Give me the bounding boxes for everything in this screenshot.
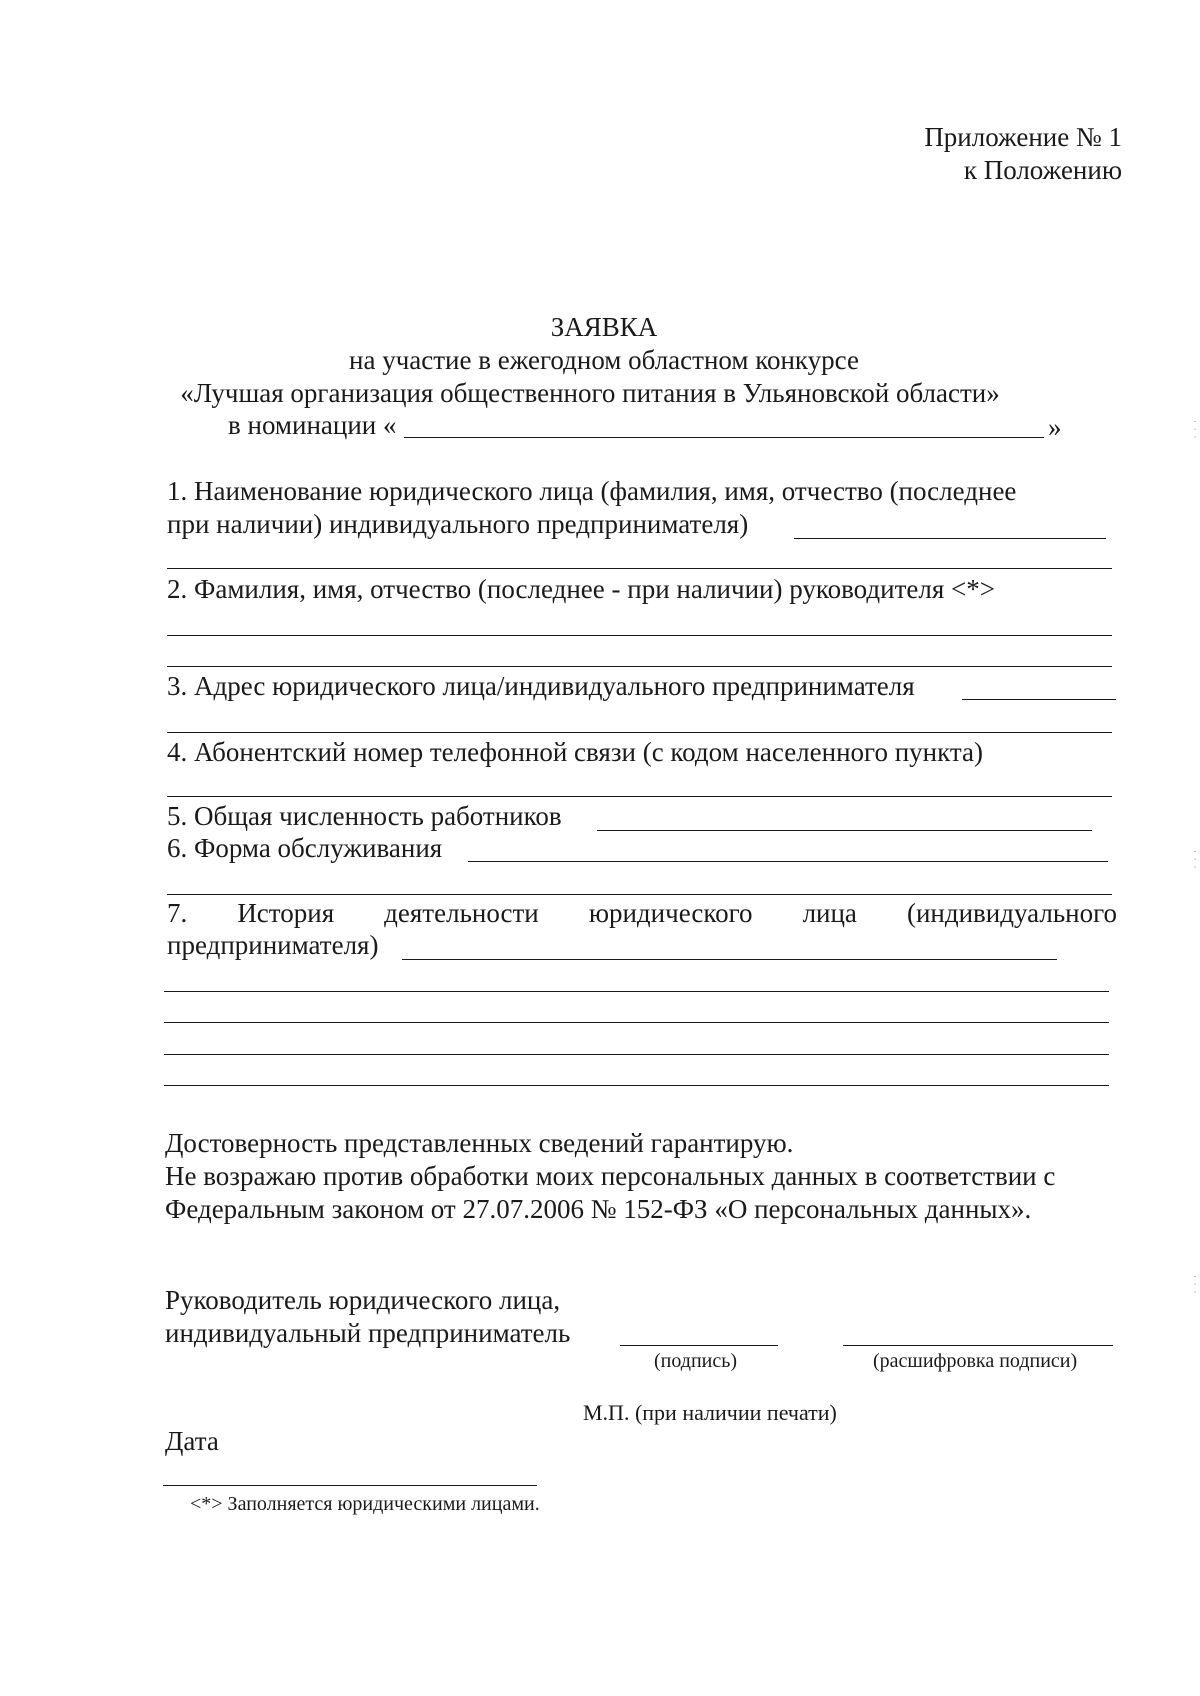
form-title: ЗАЯВКА [550,312,658,342]
signer-role-line1: Руководитель юридического лица, [165,1285,561,1315]
item7-label-line2: предпринимателя) [167,930,379,960]
item5-label: 5. Общая численность работников [167,801,562,831]
scan-mark: · · · [1189,420,1199,440]
signature-decode-caption: (расшифровка подписи) [873,1350,1078,1372]
item7-label-line1 [167,898,1117,929]
item2-field-line1[interactable] [167,635,1112,636]
reliability-statement: Достоверность представленных сведений гарантирую. [165,1128,794,1158]
consent-statement-line1: Не возражаю против обработки моих персональных данных в соответствии с [165,1161,1056,1191]
form-subtitle-2: «Лучшая организация общественного питания в Ульяновской области» [180,378,1000,408]
item6-field-line[interactable] [167,894,1112,895]
consent-statement-line2: Федеральным законом от 27.07.2006 № 152-ФЗ «О персональных данных». [165,1194,1032,1224]
appendix-regulation: к Положению [963,155,1122,185]
item3-field-inline[interactable] [962,699,1116,700]
item3-label: 3. Адрес юридического лица/индивидуального предпринимателя [167,671,915,701]
item7-word: 7. [167,898,188,928]
nomination-field[interactable] [404,437,1044,438]
item7-field-line2[interactable] [164,1022,1109,1023]
item7-field-line4[interactable] [164,1085,1109,1086]
signature-decode-field[interactable] [843,1345,1113,1346]
signature-field[interactable] [620,1345,778,1346]
nomination-prefix: в номинации « [228,410,397,440]
stamp-caption: М.П. (при наличии печати) [583,1400,837,1425]
item7-word: лица [802,898,857,928]
item7-field-line1[interactable] [164,991,1109,992]
footnote-text: <*> Заполняется юридическими лицами. [190,1493,540,1515]
item1-label-line2: при наличии) индивидуального предпринимателя) [167,509,749,539]
item5-field[interactable] [597,830,1092,831]
item6-field-inline[interactable] [468,861,1108,862]
date-label: Дата [165,1426,219,1456]
form-subtitle-1: на участие в ежегодном областном конкурсе [349,345,859,375]
item7-word: История [237,898,335,928]
item3-field-line[interactable] [167,732,1112,733]
scan-mark: · · · [1189,1275,1199,1295]
nomination-suffix: » [1048,412,1062,442]
item7-word: деятельности [384,898,539,928]
footnote-separator [163,1485,537,1486]
item1-field-inline[interactable] [794,538,1106,539]
item1-label-line1: 1. Наименование юридического лица (фамилия, имя, отчество (последнее [167,476,1017,506]
item2-label: 2. Фамилия, имя, отчество (последнее - при наличии) руководителя <*> [167,574,995,604]
item4-field-line[interactable] [167,796,1112,797]
item7-word: юридического [588,898,753,928]
item1-field-line[interactable] [167,568,1112,569]
appendix-number: Приложение № 1 [924,122,1122,152]
item7-word: (индивидуального [906,898,1117,928]
item4-label: 4. Абонентский номер телефонной связи (с кодом населенного пункта) [167,737,983,767]
item7-field-line3[interactable] [164,1054,1109,1055]
scan-mark: · · · [1189,850,1199,870]
item6-label: 6. Форма обслуживания [167,833,443,863]
item7-field-inline[interactable] [402,959,1057,960]
signer-role-line2: индивидуальный предприниматель [165,1318,571,1348]
item2-field-line2[interactable] [167,666,1112,667]
signature-caption: (подпись) [654,1350,738,1372]
